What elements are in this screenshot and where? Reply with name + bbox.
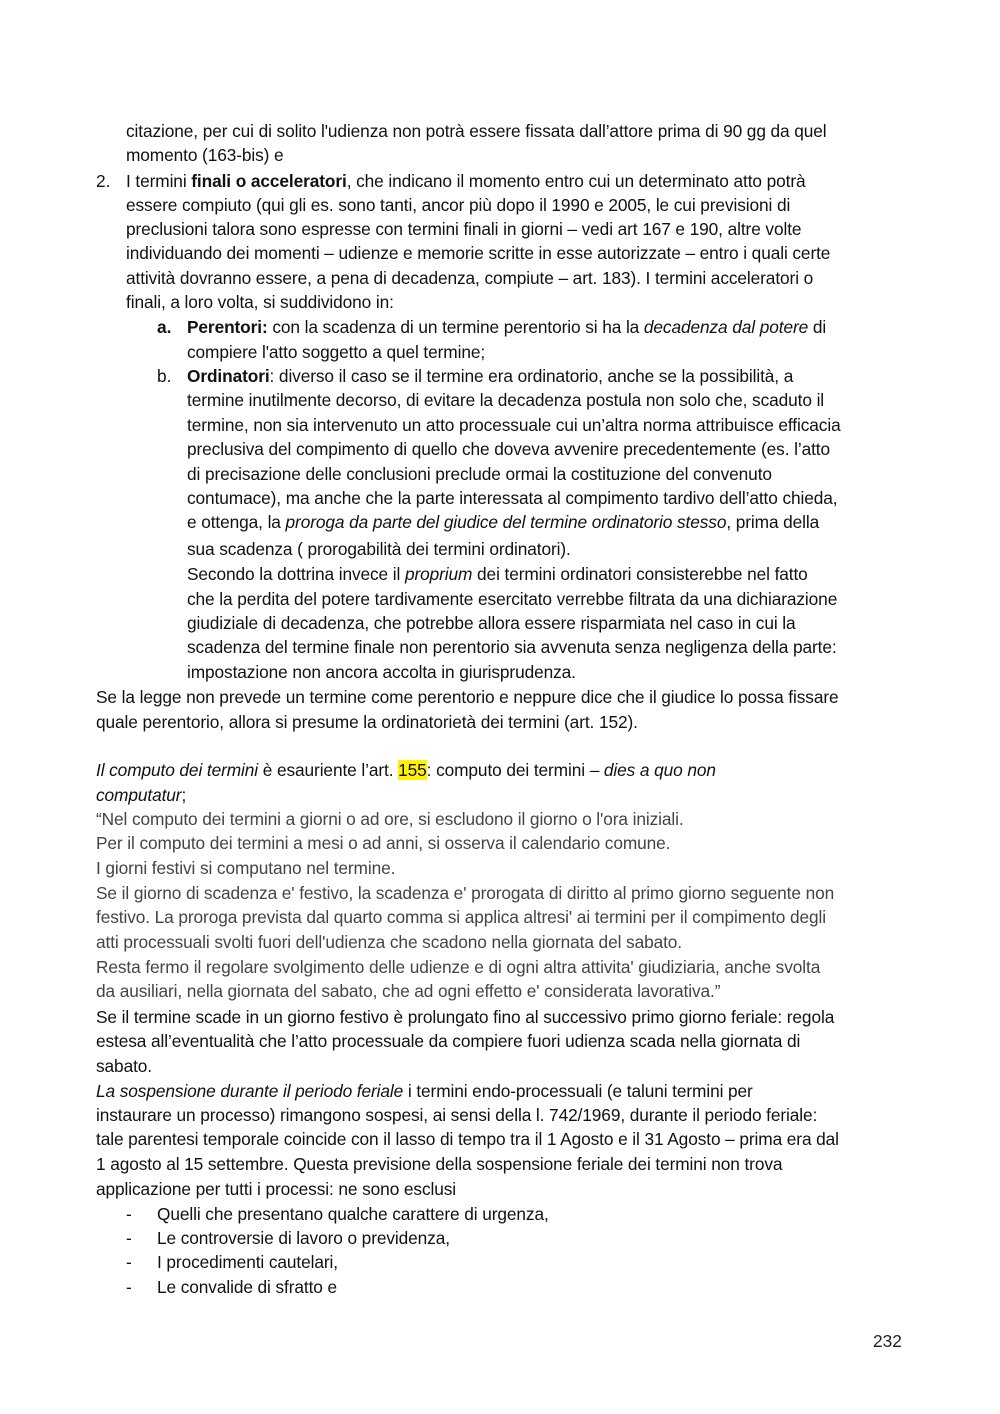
item-a-line-1 [187, 315, 826, 339]
item-b-line-11: giudiziale di decadenza, che potrebbe allora essere risparmiata nel caso in cui la [187, 613, 796, 633]
item-a-italic: decadenza dal potere [643, 317, 809, 337]
computo-italic-2: – dies a quo non [589, 760, 716, 780]
list-item: Le controversie di lavoro o previdenza, [157, 1228, 450, 1248]
item-b-l7-italic: proroga da parte del giudice del termine ordinatorio stesso [285, 512, 727, 532]
para1-line-2: quale perentorio, allora si presume la ordinatorietà dei termini (art. 152). [96, 712, 638, 732]
quote-line-3: I giorni festivi si computano nel termine. [96, 858, 396, 878]
sospensione-italic: La sospensione durante il periodo feriale [96, 1081, 404, 1101]
item2-line-3: preclusioni talora sono espresse con termini finali in giorni – vedi art 167 e 190, altre volte [126, 219, 802, 239]
item-a-bold: Perentori: [187, 317, 268, 337]
bullet-dash: - [126, 1252, 132, 1272]
item1-line-2: momento (163-bis) e [126, 145, 284, 165]
item2-line-4: individuando dei momenti – udienze e memorie scritte in esse autorizzate – entro i quali certe [126, 243, 831, 263]
quote-line-6: atti processuali svolti fuori dell'udienza che scadono nella giornata del sabato. [96, 932, 683, 952]
list-marker-b: b. [157, 366, 172, 386]
item-b-line-13: impostazione non ancora accolta in giurisprudenza. [187, 662, 576, 682]
sospensione-line-3: tale parentesi temporale coincide con il lasso di tempo tra il 1 Agosto e il 31 Agosto – prima era dal [96, 1129, 839, 1149]
item-b-l7-pre: e ottenga, la [187, 512, 286, 532]
item-b-l7-post: , prima della [726, 512, 820, 532]
sospensione-line-5: applicazione per tutti i processi: ne sono esclusi [96, 1179, 457, 1199]
computo-line2-post: ; [181, 785, 187, 805]
para2-line-1: Se il termine scade in un giorno festivo è prolungato fino al successivo primo giorno feriale: regola [96, 1007, 835, 1027]
item2-line-1 [126, 169, 806, 193]
sospensione-line-1 [96, 1079, 753, 1103]
item2-l1-bold: finali o acceleratori [191, 171, 347, 191]
item2-line-2: essere compiuto (qui gli es. sono tanti, ancor più dopo il 1990 e 2005, le cui previsioni di [126, 195, 791, 215]
item-a-pre: con la scadenza di un termine perentorio si ha la [267, 317, 644, 337]
computo-line-2 [96, 783, 186, 807]
computo-line-1 [96, 758, 716, 782]
quote-line-5: festivo. La proroga prevista dal quarto comma si applica altresi' ai termini per il compimento degli [96, 907, 827, 927]
computo-post: : computo dei termini [426, 760, 590, 780]
quote-line-4: Se il giorno di scadenza e' festivo, la scadenza e' prorogata di diritto al primo giorno seguente non [96, 883, 835, 903]
item-b-line-3: termine, non sia intervenuto un atto processuale cui un’altra norma attribuisce efficacia [187, 415, 841, 435]
sospensione-line-4: 1 agosto al 15 settembre. Questa previsione della sospensione feriale dei termini non trova [96, 1154, 783, 1174]
item-b-l9-post: dei termini ordinatori consisterebbe nel fatto [472, 564, 808, 584]
item2-line-5: attività dovranno essere, a pena di decadenza, compiute – art. 183). I termini acceleratori o [126, 268, 814, 288]
para1-line-1: Se la legge non prevede un termine come perentorio e neppure dice che il giudice lo possa fissare [96, 687, 839, 707]
para2-line-2: estesa all’eventualità che l’atto processuale da compiere fuori udienza scada nella giornata di [96, 1031, 801, 1051]
item-b-line-5: di precisazione delle conclusioni preclude ormai la costituzione del convenuto [187, 464, 772, 484]
item-b-line-4: preclusiva del compimento di quello che doveva avvenire precedentemente (es. l’atto [187, 439, 830, 459]
item-b-l1-post: : diverso il caso se il termine era ordinatorio, anche se la possibilità, a [269, 366, 794, 386]
bullet-dash: - [126, 1277, 132, 1297]
item-b-line-6: contumace), ma anche che la parte interessata al compimento tardivo dell’atto chieda, [187, 488, 838, 508]
computo-mid: è esauriente l’art. [258, 760, 399, 780]
item2-l1-pre: I termini [126, 171, 192, 191]
item-b-line-7 [187, 510, 819, 534]
item-b-line-8: sua scadenza ( prorogabilità dei termini ordinatori). [187, 539, 571, 559]
item2-line-6: finali, a loro volta, si suddividono in: [126, 292, 394, 312]
list-item: Quelli che presentano qualche carattere di urgenza, [157, 1204, 549, 1224]
item-a-line-2: compiere l'atto soggetto a quel termine; [187, 342, 486, 362]
item-b-l9-pre: Secondo la dottrina invece il [187, 564, 405, 584]
list-item: I procedimenti cautelari, [157, 1252, 338, 1272]
item-b-line-2: termine inutilmente decorso, di evitare la decadenza postula non solo che, scaduto il [187, 390, 825, 410]
item-a-post: di [808, 317, 827, 337]
item-b-line-10: che la perdita del potere tardivamente esercitato verrebbe filtrata da una dichiarazione [187, 589, 838, 609]
computo-italic-1: Il computo dei termini [96, 760, 259, 780]
item1-line-1: citazione, per cui di solito l'udienza non potrà essere fissata dall’attore prima di 90 gg da quel [126, 121, 827, 141]
item2-l1-post: , che indicano il momento entro cui un determinato atto potrà [346, 171, 806, 191]
item-b-l9-italic: proprium [404, 564, 473, 584]
item-b-line-12: scadenza del termine finale non perentorio sia avvenuta senza negligenza della parte: [187, 637, 837, 657]
list-number-2: 2. [96, 171, 111, 191]
sospensione-post: i termini endo-processuali (e taluni termini per [403, 1081, 753, 1101]
quote-line-1: “Nel computo dei termini a giorni o ad ore, si escludono il giorno o l'ora iniziali. [96, 809, 684, 829]
item-b-bold: Ordinatori [187, 366, 270, 386]
quote-line-7: Resta fermo il regolare svolgimento delle udienze e di ogni altra attivita' giudiziaria, anche svolta [96, 957, 821, 977]
quote-line-2: Per il computo dei termini a mesi o ad anni, si osserva il calendario comune. [96, 833, 671, 853]
bullet-dash: - [126, 1204, 132, 1224]
computo-line2-italic: computatur [96, 785, 182, 805]
article-155-highlight: 155 [398, 760, 427, 780]
list-item: Le convalide di sfratto e [157, 1277, 338, 1297]
para2-line-3: sabato. [96, 1056, 152, 1076]
quote-line-8: da ausiliari, nella giornata del sabato, che ad ogni effetto e' considerata lavorativa.” [96, 981, 721, 1001]
bullet-dash: - [126, 1228, 132, 1248]
item-b-line-9 [187, 562, 808, 586]
page-number: 232 [873, 1331, 902, 1351]
sospensione-line-2: instaurare un processo) rimangono sospesi, ai sensi della l. 742/1969, durante il periodo feriale: [96, 1105, 818, 1125]
item-b-line-1 [187, 364, 793, 388]
list-marker-a: a. [157, 317, 172, 337]
